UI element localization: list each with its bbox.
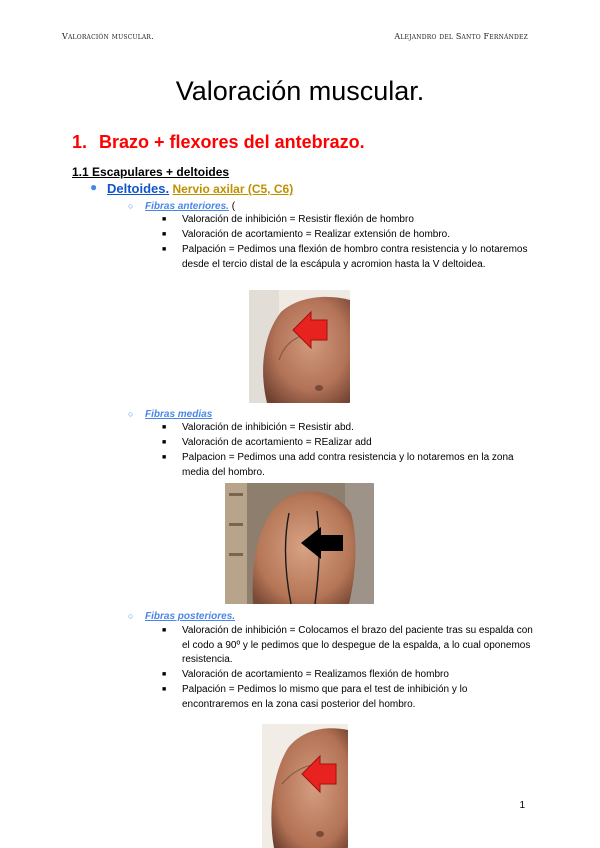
shoulder-image-medial <box>225 483 374 604</box>
shoulder-image-posterior <box>262 724 348 848</box>
fibras-anteriores-item <box>128 201 235 212</box>
list-item-text: Valoración de inhibición = Resistir abd. <box>182 422 354 433</box>
square-bullet-icon: ■ <box>162 671 167 678</box>
section-title: Brazo + flexores del antebrazo. <box>99 132 365 152</box>
fibras-posteriores-link[interactable]: Fibras posteriores. <box>145 611 236 622</box>
square-bullet-icon: ■ <box>162 454 167 461</box>
list-item-text: Palpación = Pedimos lo mismo que para el test de inhibición y lo encontraremos en la zona casi posterior del hombro. <box>182 684 468 710</box>
document-title: Valoración muscular. <box>175 76 425 106</box>
shoulder-photo-anterior <box>249 290 350 403</box>
square-bullet-icon: ■ <box>162 686 167 693</box>
list-item-text: Valoración de inhibición = Resistir flexión de hombro <box>182 214 414 225</box>
list-item-text: Palpacion = Pedimos una add contra resistencia y lo notaremos en la zona media del hombro. <box>182 452 514 478</box>
circle-bullet-icon: ○ <box>128 201 134 211</box>
list-item-text: Valoración de acortamiento = Realizamos flexión de hombro <box>182 669 449 680</box>
list-item <box>162 243 534 272</box>
list-item-text: Valoración de acortamiento = REalizar add <box>182 437 372 448</box>
list-item <box>162 228 534 243</box>
shoulder-image-anterior <box>249 290 350 403</box>
circle-bullet-icon: ○ <box>128 611 134 621</box>
list-item <box>162 668 534 683</box>
list-item-text: Valoración de acortamiento = Realizar extensión de hombro. <box>182 229 451 240</box>
fibras-anteriores-link[interactable]: Fibras anteriores. <box>145 201 229 212</box>
fibras-medias-link[interactable]: Fibras medias <box>145 409 213 420</box>
list-item <box>162 683 534 712</box>
list-item-text: Palpación = Pedimos una flexión de hombro contra resistencia y lo notaremos desde el tercio distal de la escápula y acromion hasta la V deltoidea. <box>182 244 528 270</box>
square-bullet-icon: ■ <box>162 424 167 431</box>
square-bullet-icon: ■ <box>162 216 167 223</box>
section-number: 1. <box>72 132 88 152</box>
bullet-dot-icon: ● <box>90 180 98 194</box>
square-bullet-icon: ■ <box>162 231 167 238</box>
fibras-posteriores-item <box>128 611 235 622</box>
list-item-text: Valoración de inhibición = Colocamos el brazo del paciente tras su espalda con el codo a 90º y le pedimos que lo despegue de la espalda, a lo cual oponemos resistencia. <box>182 625 533 666</box>
list-item <box>162 421 534 436</box>
list-item <box>162 213 534 228</box>
fibras-medias-item <box>128 409 212 420</box>
muscle-bullet <box>90 181 293 196</box>
shoulder-photo-posterior <box>262 724 348 848</box>
square-bullet-icon: ■ <box>162 439 167 446</box>
running-header-left: Valoración muscular. <box>62 32 154 41</box>
list-item <box>162 436 534 451</box>
page-number: 1 <box>519 800 525 811</box>
list-item <box>162 451 534 480</box>
muscle-name-link[interactable]: Deltoides. <box>107 181 170 196</box>
list-item <box>162 624 534 668</box>
circle-bullet-icon: ○ <box>128 409 134 419</box>
running-header-right: Alejandro del Santo Fernández <box>394 32 528 41</box>
section-heading <box>72 132 365 153</box>
subsection-heading: 1.1 Escapulares + deltoides <box>72 165 230 179</box>
nerve-label: Nervio axilar (C5, C6) <box>172 182 294 196</box>
fibras-anteriores-suffix: ( <box>228 201 236 212</box>
shoulder-photo-medial <box>225 483 374 604</box>
square-bullet-icon: ■ <box>162 627 167 634</box>
square-bullet-icon: ■ <box>162 246 167 253</box>
